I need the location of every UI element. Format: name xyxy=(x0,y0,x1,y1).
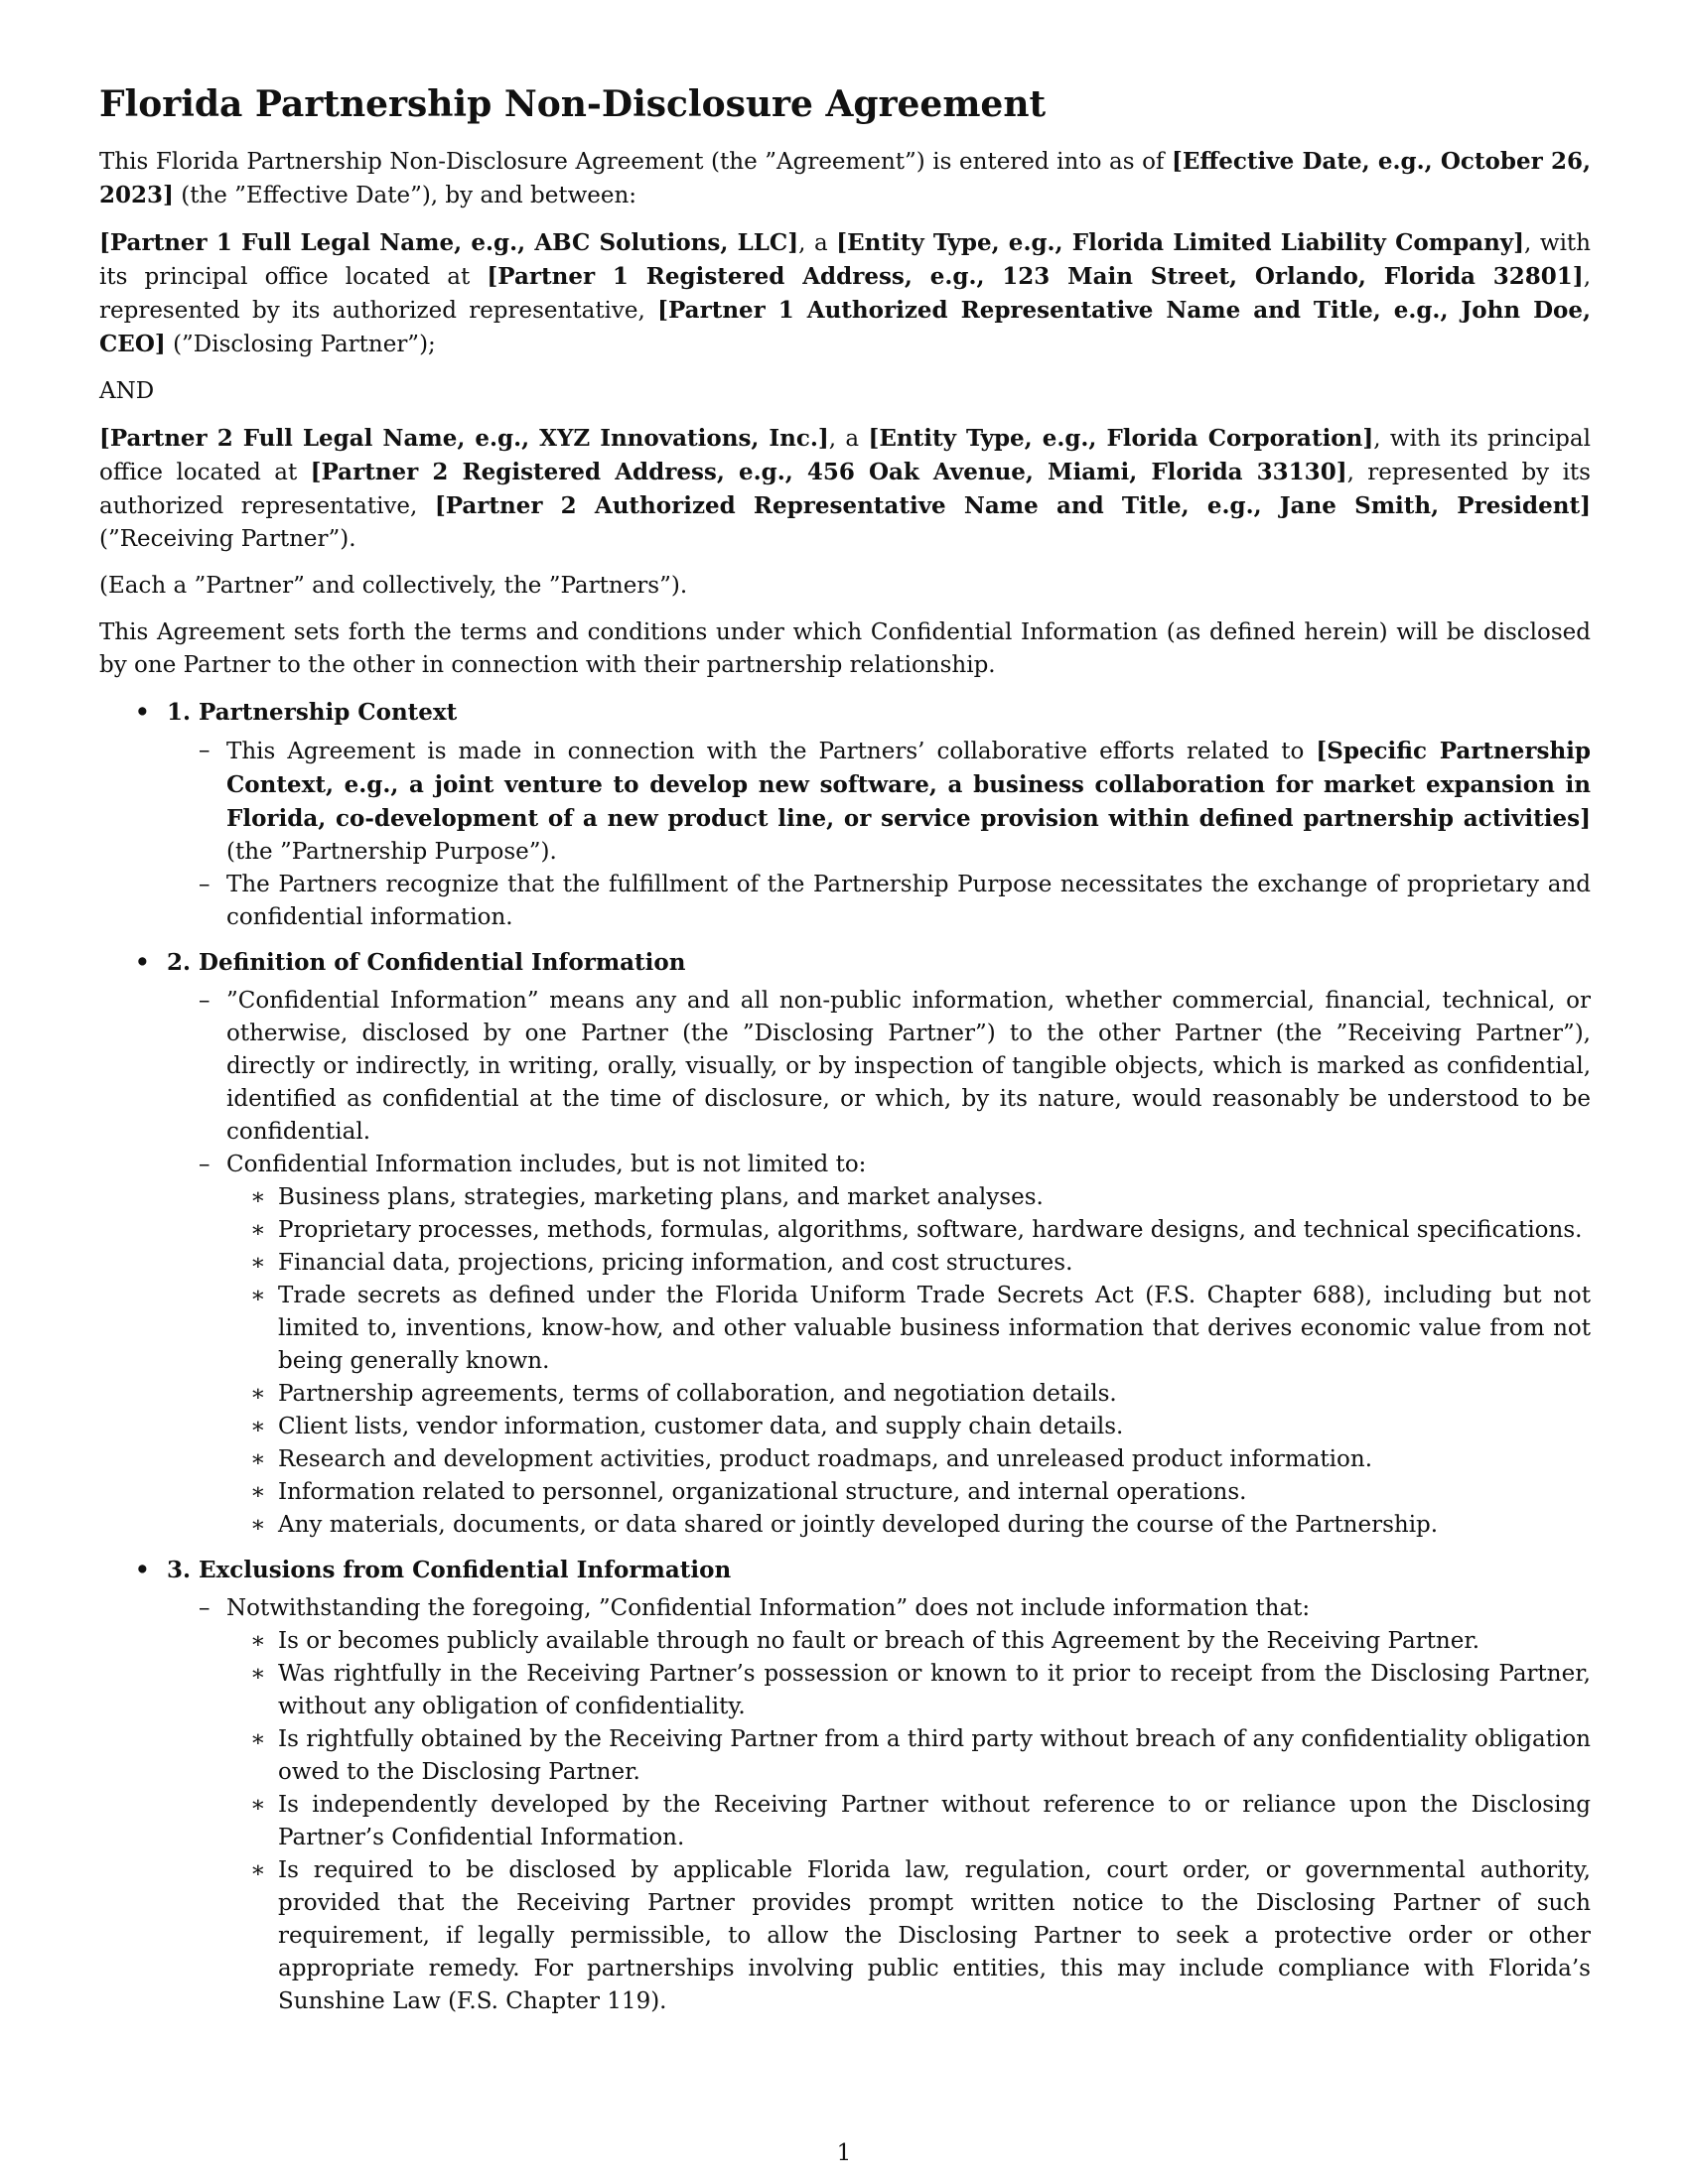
section-heading xyxy=(99,696,1591,729)
text-run: , a xyxy=(798,230,837,256)
bullet-icon: • xyxy=(135,1557,150,1583)
text-run: , with its principal office located at xyxy=(99,426,1591,485)
asterisk-icon: ∗ xyxy=(250,1512,266,1538)
sub-list xyxy=(151,1181,1591,1542)
dash-icon: – xyxy=(199,988,211,1014)
text-run: Notwithstanding the foregoing, ”Confidential Information” does not include information that: xyxy=(226,1595,1311,1621)
text-run: Confidential Information includes, but is not limited to: xyxy=(226,1152,867,1177)
section-heading-text: 1. Partnership Context xyxy=(167,699,458,726)
text-run: (”Disclosing Partner”); xyxy=(165,332,436,357)
placeholder-field: [Partner 1 Registered Address, e.g., 123 Main Street, Orlando, Florida 32801] xyxy=(487,263,1584,290)
list-item xyxy=(99,1149,1591,1542)
sub-list-item-text: Business plans, strategies, marketing plans, and market analyses. xyxy=(278,1184,1044,1210)
party-1-paragraph xyxy=(99,226,1591,361)
asterisk-icon: ∗ xyxy=(250,1628,266,1654)
text-run: (the ”Partnership Purpose”). xyxy=(226,839,557,865)
section-items xyxy=(99,1592,1591,2018)
sub-list-item-text: Any materials, documents, or data shared or jointly developed during the course of the Partnership. xyxy=(278,1512,1439,1538)
asterisk-icon: ∗ xyxy=(250,1414,266,1439)
section xyxy=(99,1554,1591,2018)
section xyxy=(99,696,1591,934)
sub-list-item xyxy=(226,1476,1591,1509)
asterisk-icon: ∗ xyxy=(250,1857,266,1883)
asterisk-icon: ∗ xyxy=(250,1661,266,1687)
list-item xyxy=(99,869,1591,934)
list-item-text xyxy=(226,1595,1310,1621)
list-item-text xyxy=(226,872,1591,930)
placeholder-field: [Partner 2 Registered Address, e.g., 456 Oak Avenue, Miami, Florida 33130] xyxy=(310,459,1347,485)
sub-list-item-text: Was rightfully in the Receiving Partner’s possession or known to it prior to receipt from the Disclosing Partner, without any obligation of confidentiality. xyxy=(278,1661,1591,1719)
asterisk-icon: ∗ xyxy=(250,1726,266,1752)
sub-list-item-text: Trade secrets as defined under the Florida Uniform Trade Secrets Act (F.S. Chapter 688), including but not limited to, inventions, know-how, and other valuable business information that derives economic value from not being generally known. xyxy=(278,1283,1591,1374)
section-items xyxy=(99,985,1591,1542)
dash-icon: – xyxy=(199,738,211,763)
placeholder-field: [Partner 2 Full Legal Name, e.g., XYZ Innovations, Inc.] xyxy=(99,425,829,452)
text-run: ”Confidential Information” means any and all non-public information, whether commercial, financial, technical, or otherwise, disclosed by one Partner (the ”Disclosing Partner”) to the other Partner (the ”Receiving Partner”), directly or indirectly, in writing, orally, visually, or by inspection of tangible objects, which is marked as confidential, identified as confidential at the time of disclosure, or which, by its nature, would reasonably be understood to be confidential. xyxy=(226,988,1591,1145)
bullet-icon: • xyxy=(135,699,150,726)
text-run: (”Receiving Partner”). xyxy=(99,526,356,552)
section-heading-text: 3. Exclusions from Confidential Information xyxy=(167,1557,732,1583)
sub-list-item xyxy=(226,1658,1591,1723)
placeholder-field: [Partner 2 Authorized Representative Name and Title, e.g., Jane Smith, President] xyxy=(434,492,1591,519)
sub-list-item xyxy=(226,1625,1591,1658)
list-item-text xyxy=(226,988,1591,1145)
sub-list-item-text: Is required to be disclosed by applicable Florida law, regulation, court order, or governmental authority, provided that the Receiving Partner provides prompt written notice to the Disclosing Partner of such requirement, if legally permissible, to allow the Disclosing Partner to seek a protective order or other appropriate remedy. For partnerships involving public entities, this may include compliance with Florida’s Sunshine Law (F.S. Chapter 119). xyxy=(278,1857,1591,2014)
page-number: 1 xyxy=(836,2140,852,2166)
sub-list-item xyxy=(226,1411,1591,1443)
section-heading xyxy=(99,1554,1591,1586)
placeholder-field: [Entity Type, e.g., Florida Limited Liability Company] xyxy=(836,229,1525,256)
sub-list-item xyxy=(226,1280,1591,1378)
text-run: , a xyxy=(828,426,869,452)
sub-list-item-text: Is rightfully obtained by the Receiving Partner from a third party without breach of any confidentiality obligation owed to the Disclosing Partner. xyxy=(278,1726,1591,1785)
placeholder-field: [Partner 1 Authorized Representative Name and Title, e.g., John Doe, CEO] xyxy=(99,297,1591,357)
asterisk-icon: ∗ xyxy=(250,1792,266,1818)
list-item xyxy=(99,985,1591,1149)
placeholder-field: [Partner 1 Full Legal Name, e.g., ABC Solutions, LLC] xyxy=(99,229,799,256)
dash-icon: – xyxy=(199,1595,211,1621)
sub-list-item xyxy=(226,1214,1591,1247)
each-partner-paragraph: (Each a ”Partner” and collectively, the ”Partners”). xyxy=(99,573,688,599)
asterisk-icon: ∗ xyxy=(250,1446,266,1472)
sub-list-item xyxy=(226,1181,1591,1214)
section xyxy=(99,946,1591,1542)
sub-list-item xyxy=(226,1854,1591,2018)
sections-list xyxy=(99,696,1591,2018)
sub-list-item-text: Is independently developed by the Receiving Partner without reference to or reliance upon the Disclosing Partner’s Confidential Information. xyxy=(278,1792,1591,1850)
document-title: Florida Partnership Non-Disclosure Agreement xyxy=(99,83,1047,125)
sub-list-item-text: Partnership agreements, terms of collaboration, and negotiation details. xyxy=(278,1381,1117,1407)
asterisk-icon: ∗ xyxy=(250,1381,266,1407)
placeholder-field: [Effective Date, e.g., October 26, 2023] xyxy=(99,148,1591,208)
intro-paragraph xyxy=(99,145,1591,212)
and-separator: AND xyxy=(99,378,155,404)
placeholder-field: [Specific Partnership Context, e.g., a joint venture to develop new software, a business collaboration for market expansion in Florida, co-development of a new product line, or service provision within defined partnership activities] xyxy=(226,738,1591,832)
sub-list-item xyxy=(226,1723,1591,1789)
asterisk-icon: ∗ xyxy=(250,1283,266,1308)
text-run: This Agreement is made in connection with the Partners’ collaborative efforts related to xyxy=(226,739,1317,764)
sub-list-item xyxy=(226,1378,1591,1411)
dash-icon: – xyxy=(199,872,211,897)
text-run: The Partners recognize that the fulfillment of the Partnership Purpose necessitates the exchange of proprietary and confidential information. xyxy=(226,872,1591,930)
dash-icon: – xyxy=(199,1152,211,1177)
list-item xyxy=(99,1592,1591,2018)
party-2-paragraph xyxy=(99,422,1591,556)
asterisk-icon: ∗ xyxy=(250,1479,266,1505)
sub-list-item-text: Is or becomes publicly available through no fault or breach of this Agreement by the Receiving Partner. xyxy=(278,1628,1480,1654)
sub-list-item xyxy=(226,1789,1591,1854)
text-run: (the ”Effective Date”), by and between: xyxy=(173,183,637,208)
bullet-icon: • xyxy=(135,949,150,976)
section-heading-text: 2. Definition of Confidential Information xyxy=(167,949,686,976)
asterisk-icon: ∗ xyxy=(250,1217,266,1243)
purpose-paragraph: This Agreement sets forth the terms and conditions under which Confidential Information (as defined herein) will be disclosed by one Partner to the other in connection with their partnership relationship. xyxy=(99,619,1591,678)
sub-list-item-text: Financial data, projections, pricing information, and cost structures. xyxy=(278,1250,1073,1276)
list-item xyxy=(99,735,1591,869)
document-page xyxy=(99,81,1591,2030)
asterisk-icon: ∗ xyxy=(250,1250,266,1276)
text-run: , with its principal office located at xyxy=(99,230,1591,290)
sub-list-item-text: Information related to personnel, organizational structure, and internal operations. xyxy=(278,1479,1247,1505)
text-run: This Florida Partnership Non-Disclosure Agreement (the ”Agreement”) is entered into as of xyxy=(99,149,1172,175)
sub-list-item xyxy=(226,1443,1591,1476)
list-item-text xyxy=(226,1152,866,1177)
text-run: , represented by its authorized representative, xyxy=(99,460,1591,519)
section-items xyxy=(99,735,1591,934)
text-run: , represented by its authorized representative, xyxy=(99,264,1591,324)
sub-list-item-text: Proprietary processes, methods, formulas, algorithms, software, hardware designs, and technical specifications. xyxy=(278,1217,1583,1243)
sub-list-item xyxy=(226,1247,1591,1280)
placeholder-field: [Entity Type, e.g., Florida Corporation] xyxy=(868,425,1374,452)
asterisk-icon: ∗ xyxy=(250,1184,266,1210)
sub-list xyxy=(151,1625,1591,2018)
section-heading xyxy=(99,946,1591,979)
sub-list-item xyxy=(226,1509,1591,1542)
list-item-text xyxy=(226,739,1591,865)
sub-list-item-text: Client lists, vendor information, customer data, and supply chain details. xyxy=(278,1414,1124,1439)
sub-list-item-text: Research and development activities, product roadmaps, and unreleased product information. xyxy=(278,1446,1373,1472)
